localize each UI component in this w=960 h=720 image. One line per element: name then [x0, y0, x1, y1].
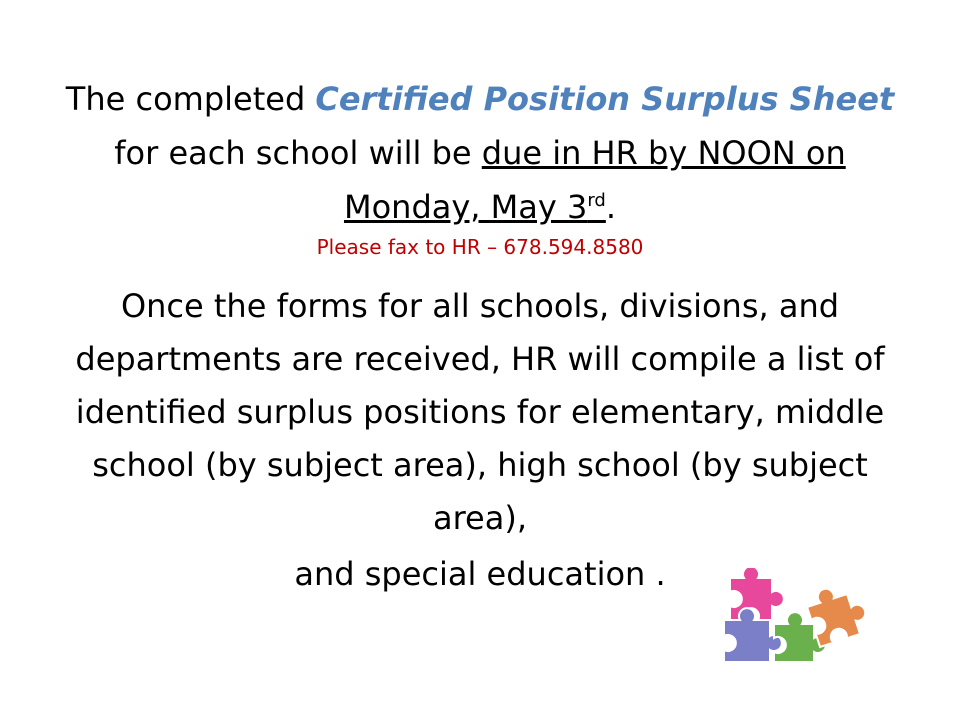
- deadline-mid-text: for each school will be: [114, 134, 482, 172]
- deadline-intro-text: The completed: [65, 80, 316, 118]
- puzzle-pieces-icon: [708, 568, 878, 668]
- deadline-paragraph: [60, 72, 900, 234]
- deadline-period: .: [605, 188, 617, 226]
- surplus-sheet-title: Certified Position Surplus Sheet: [315, 80, 895, 118]
- deadline-date-main: due in HR by NOON on Monday, May 3: [343, 134, 846, 226]
- compile-paragraph: Once the forms for all schools, divisions, and departments are received, HR will compile a list of identified surplus positions for elementary, middle school (by subject area), high school (by subject area),: [75, 287, 885, 537]
- pink-puzzle-piece: [730, 568, 784, 620]
- date-ordinal-suffix: rd: [587, 190, 606, 211]
- fax-instruction: Please fax to HR – 678.594.8580: [316, 235, 644, 259]
- special-education-line: and special education .: [294, 555, 666, 593]
